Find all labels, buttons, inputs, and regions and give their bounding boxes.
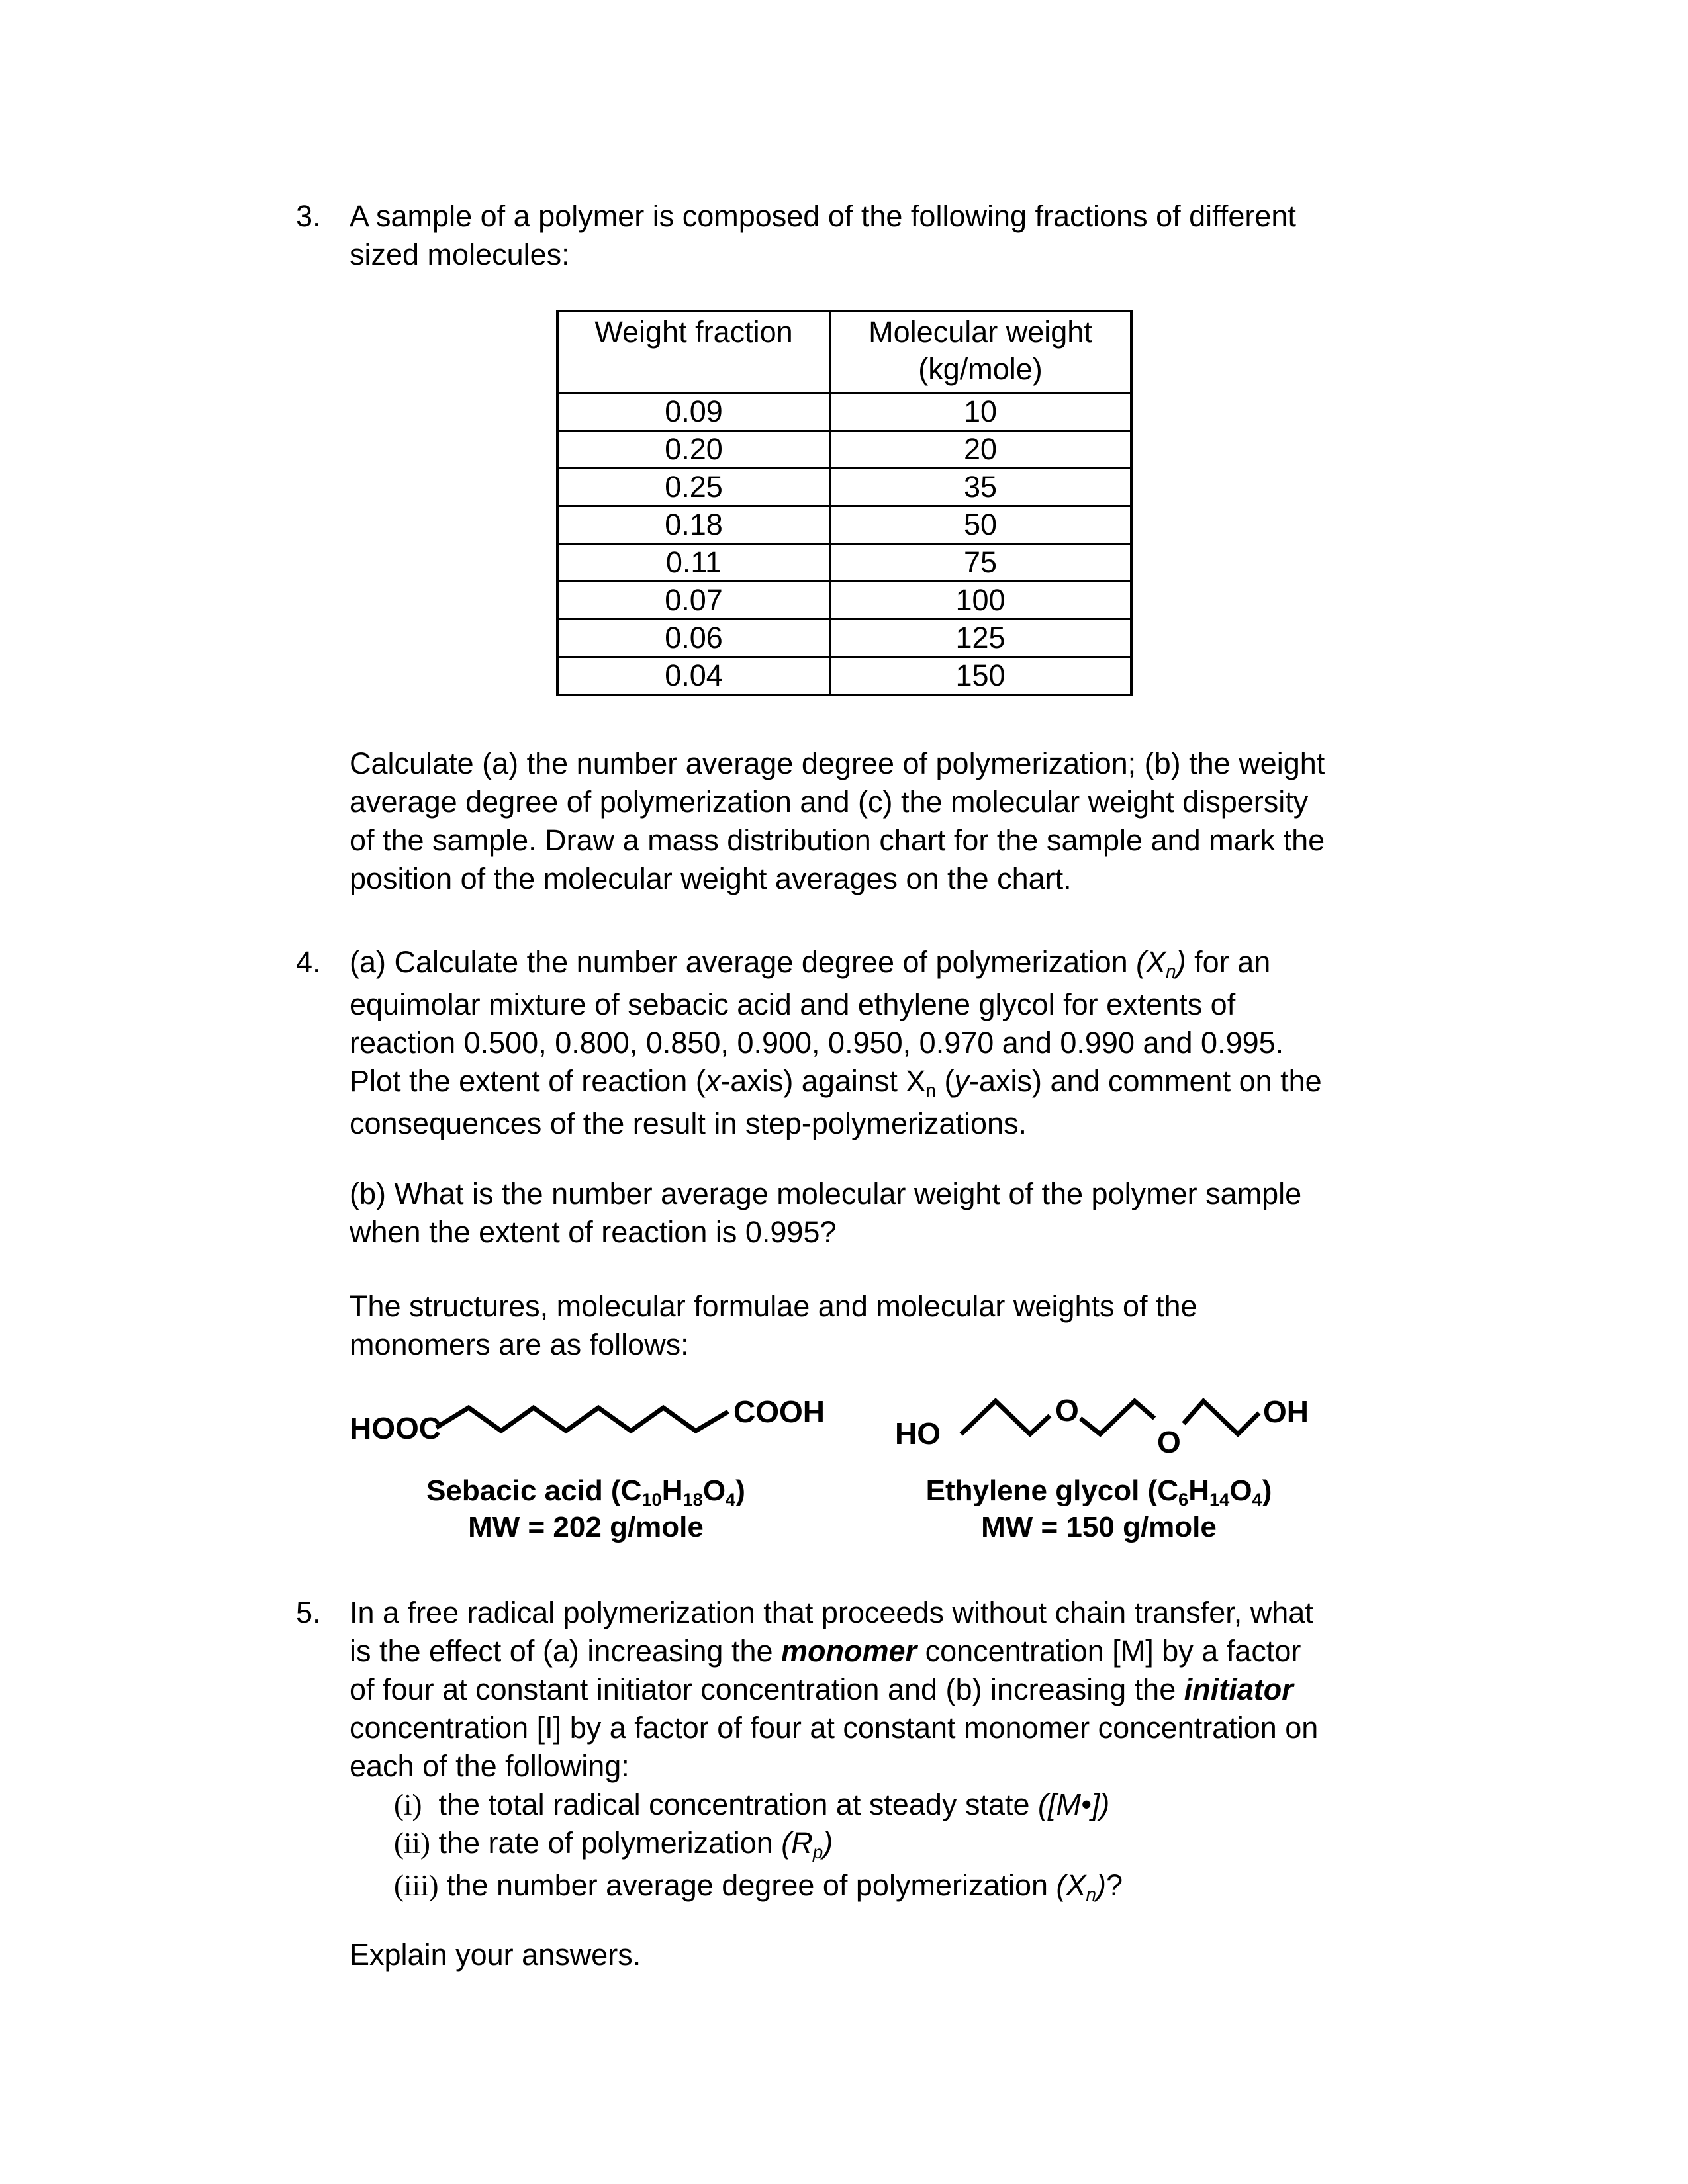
text-line: when the extent of reaction is 0.995? xyxy=(350,1215,837,1249)
table-row xyxy=(557,506,1131,544)
table-row xyxy=(557,619,1131,657)
table-row xyxy=(557,544,1131,582)
text-line: A sample of a polymer is composed of the following fractions of different xyxy=(350,199,1296,233)
question-4-number: 4. xyxy=(296,945,321,979)
table-row xyxy=(557,469,1131,506)
ethylene-bond-segment-2 xyxy=(1080,1401,1154,1434)
question-5-paragraph xyxy=(350,1594,1318,1786)
question-3-intro xyxy=(350,197,1296,274)
ether-oxygen-2-label: O xyxy=(1157,1425,1181,1459)
ethylene-glycol-caption xyxy=(854,1475,1344,1544)
question-5-items xyxy=(394,1786,1123,1909)
text-line: MW = 150 g/mole xyxy=(981,1511,1217,1543)
text-line: reaction 0.500, 0.800, 0.850, 0.900, 0.950, 0.970 and 0.990 and 0.995. xyxy=(350,1026,1284,1060)
ethylene-glycol-figure xyxy=(854,1380,1344,1552)
text-line: monomers are as follows: xyxy=(350,1328,689,1361)
molecular-weight-cell: 10 xyxy=(830,393,1132,431)
weight-fraction-cell: 0.20 xyxy=(557,431,830,469)
table-row xyxy=(557,657,1131,696)
text-line: Ethylene glycol (C6H14O4) xyxy=(925,1475,1272,1510)
weight-fraction-cell: 0.25 xyxy=(557,469,830,506)
text-line: concentration [I] by a factor of four at constant monomer concentration on xyxy=(350,1711,1319,1745)
text-line: consequences of the result in step-polymerizations. xyxy=(350,1107,1027,1140)
monomer-structures-intro xyxy=(350,1287,1197,1364)
weight-fraction-cell: 0.09 xyxy=(557,393,830,431)
weight-fraction-cell: 0.11 xyxy=(557,544,830,582)
text-line: (iii) the number average degree of polymerization (Xn)? xyxy=(394,1868,1123,1905)
question-4b-paragraph xyxy=(350,1175,1301,1251)
weight-fraction-cell: 0.07 xyxy=(557,582,830,619)
weight-fraction-cell: 0.04 xyxy=(557,657,830,696)
text-line: (a) Calculate the number average degree of polymerization (Xn) for an xyxy=(350,945,1271,981)
ho-atom-label: HO xyxy=(895,1416,941,1451)
molecular-weight-cell: 50 xyxy=(830,506,1132,544)
ether-oxygen-1-label: O xyxy=(1055,1393,1079,1428)
question-3-number: 3. xyxy=(296,199,321,233)
molecular-weight-cell: 35 xyxy=(830,469,1132,506)
molecular-weight-cell: 75 xyxy=(830,544,1132,582)
text-line: Plot the extent of reaction (x-axis) against Xn (y-axis) and comment on the xyxy=(350,1064,1322,1101)
sebacic-acid-caption xyxy=(324,1475,847,1544)
text-line: (ii) the rate of polymerization (Rp) xyxy=(394,1826,833,1862)
col-header-molecular-weight-line2: (kg/mole) xyxy=(918,352,1043,386)
weight-fraction-table xyxy=(556,310,1133,696)
hooc-atom-label: HOOC xyxy=(350,1411,441,1445)
ethylene-glycol-structure xyxy=(854,1380,1344,1469)
table-row xyxy=(557,431,1131,469)
sebacic-acid-structure xyxy=(324,1380,847,1469)
col-header-molecular-weight-line1: Molecular weight xyxy=(868,315,1092,349)
question-5-number: 5. xyxy=(296,1596,321,1629)
molecular-weight-cell: 125 xyxy=(830,619,1132,657)
molecular-weight-cell: 100 xyxy=(830,582,1132,619)
text-line: of four at constant initiator concentration and (b) increasing the initiator xyxy=(350,1672,1293,1706)
text-line: The structures, molecular formulae and molecular weights of the xyxy=(350,1289,1197,1323)
ethylene-bond-segment-1 xyxy=(961,1401,1050,1434)
text-line: average degree of polymerization and (c) the molecular weight dispersity xyxy=(350,785,1309,819)
question-3-calculate-paragraph xyxy=(350,745,1325,898)
cooh-atom-label: COOH xyxy=(733,1394,825,1429)
weight-fraction-cell: 0.18 xyxy=(557,506,830,544)
text-line: Calculate (a) the number average degree of polymerization; (b) the weight xyxy=(350,747,1325,780)
molecular-weight-cell: 20 xyxy=(830,431,1132,469)
text-line: equimolar mixture of sebacic acid and ethylene glycol for extents of xyxy=(350,987,1236,1021)
text-line: (b) What is the number average molecular weight of the polymer sample xyxy=(350,1177,1302,1210)
question-4a-paragraph xyxy=(350,943,1322,1143)
table-row xyxy=(557,393,1131,431)
text-line: position of the molecular weight averages on the chart. xyxy=(350,862,1072,895)
sebacic-acid-figure xyxy=(324,1380,847,1552)
text-line: MW = 202 g/mole xyxy=(468,1511,704,1543)
text-line: is the effect of (a) increasing the monomer concentration [M] by a factor xyxy=(350,1634,1301,1668)
text-line: each of the following: xyxy=(350,1749,630,1783)
closing-line: Explain your answers. xyxy=(350,1938,641,1972)
col-header-molecular-weight xyxy=(830,311,1132,393)
ethylene-bond-segment-3 xyxy=(1184,1401,1259,1434)
oh-atom-label: OH xyxy=(1263,1394,1309,1429)
text-line: Sebacic acid (C10H18O4) xyxy=(426,1475,745,1510)
text-line: In a free radical polymerization that proceeds without chain transfer, what xyxy=(350,1596,1313,1629)
text-line: (i) the total radical concentration at steady state ([M•]) xyxy=(394,1788,1110,1821)
molecular-weight-cell: 150 xyxy=(830,657,1132,696)
table-header-row xyxy=(557,311,1131,393)
text-line: sized molecules: xyxy=(350,238,570,271)
table-row xyxy=(557,582,1131,619)
col-header-weight-fraction: Weight fraction xyxy=(557,311,830,393)
text-line: of the sample. Draw a mass distribution chart for the sample and mark the xyxy=(350,823,1325,857)
weight-fraction-cell: 0.06 xyxy=(557,619,830,657)
sebacic-zigzag-bonds xyxy=(436,1408,728,1431)
